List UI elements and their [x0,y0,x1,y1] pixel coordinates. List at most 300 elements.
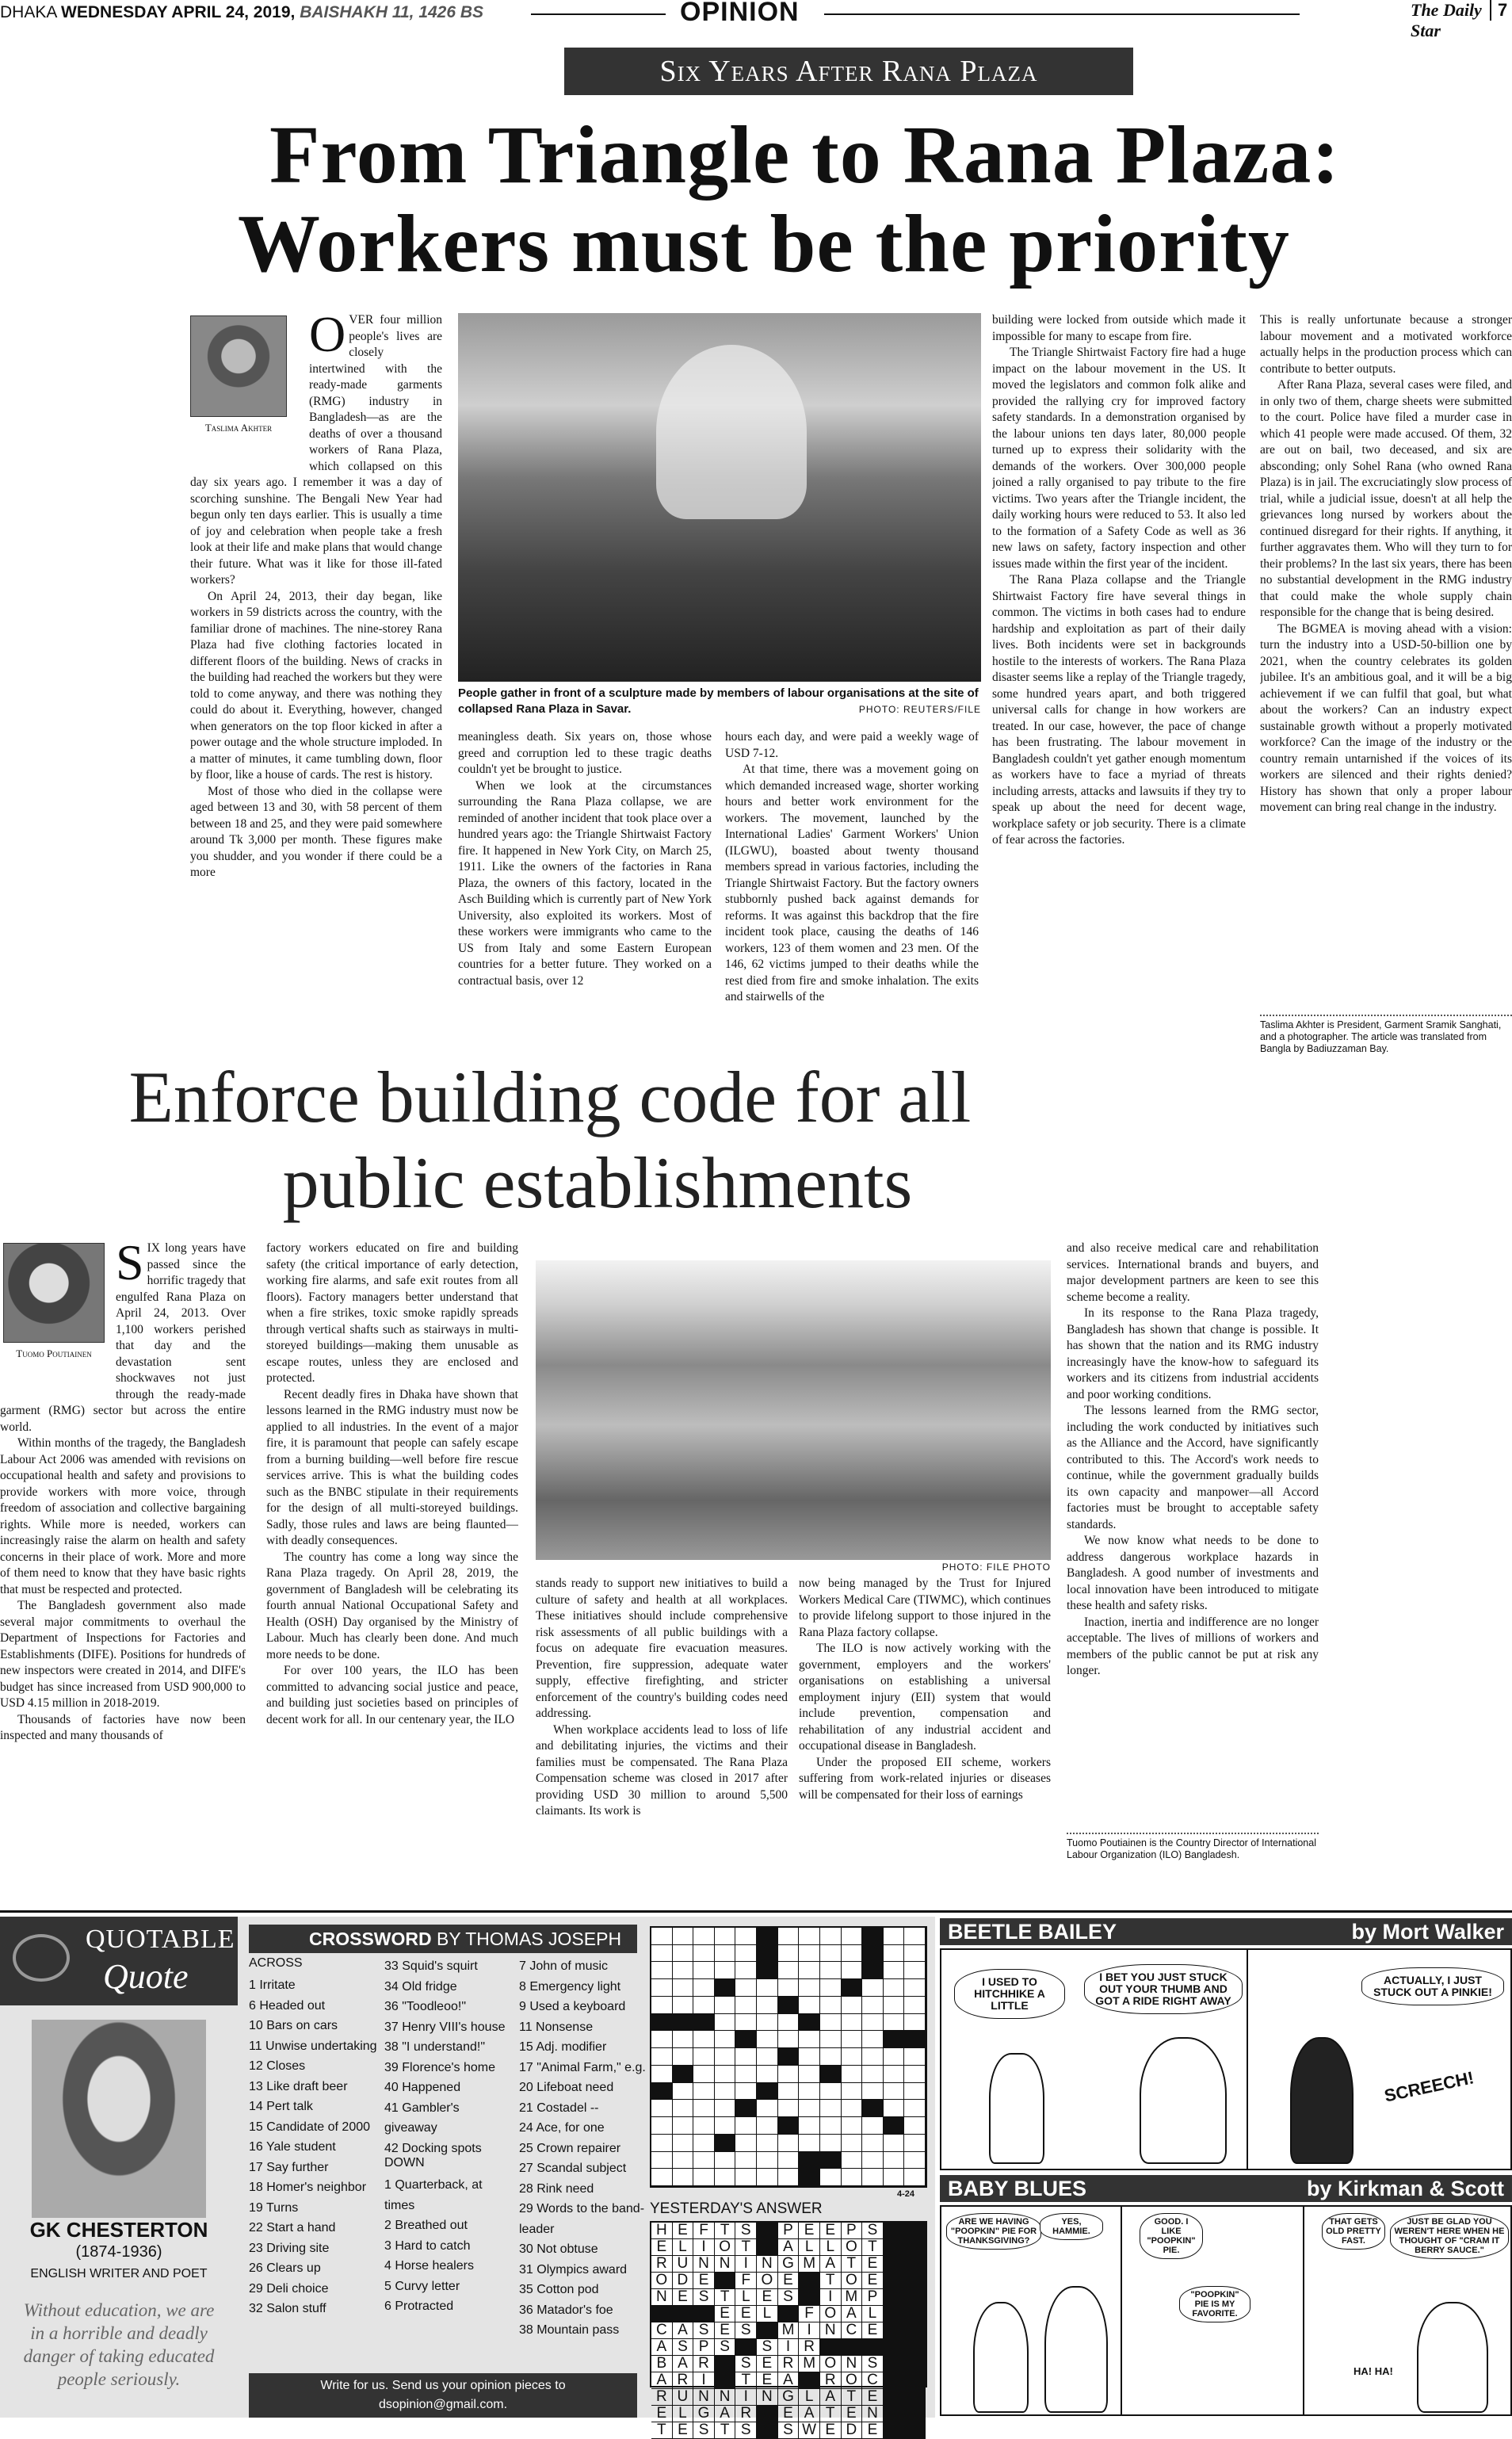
crossword-cell[interactable] [651,2169,673,2186]
crossword-cell[interactable] [673,1962,694,1979]
article-2 [0,1046,1512,1902]
crossword-cell[interactable] [820,2048,842,2066]
speech-bubble: ARE WE HAVING "POOPKIN" PIE FOR THANKSGIVING? [946,2213,1041,2250]
headline-2 [0,1054,1512,1225]
crossword-cell[interactable] [799,1928,820,1945]
answer-cell: S [778,2422,800,2439]
crossword-cell[interactable] [651,2048,673,2066]
crossword-cell[interactable] [820,2117,842,2135]
crossword-cell[interactable] [757,2135,778,2152]
babyblues-title-bar [940,2175,1512,2202]
answer-cell: F [693,2223,715,2239]
answer-cell: F [735,2273,757,2289]
sound-effect: SCREECH! [1382,2067,1476,2106]
crossword-cell[interactable] [884,2048,905,2066]
crossword-cell[interactable] [651,1979,673,1997]
crossword-cell[interactable] [820,2135,842,2152]
answer-cell: O [820,2306,842,2322]
answer-cell [735,2339,757,2356]
answer-cell [715,2372,736,2389]
paragraph: The lessons learned from the RMG sector, including the work conducted by initiatives such as the Alliance and the Accord, have significantly contributed to this. The Accord's work needs to continue, while the government gradually builds its own capacity and manpower—all Accord factories must be brought to acceptable safety standards. [1067,1404,1319,1531]
sound-effect: HA! HA! [1354,2365,1393,2377]
crossword-cell[interactable] [735,1997,757,2014]
answer-cell [884,2289,905,2306]
paragraph: We now know what needs to be done to address dangerous workplace hazards in Bangladesh. A good number of investments and local innovation have been introduced to mitigate these health and safety risks. [1067,1534,1319,1612]
crossword-cell[interactable] [820,1945,842,1963]
answer-cell: S [693,2322,715,2339]
speech-bubble: I BET YOU JUST STUCK OUT YOUR THUMB AND GOT A RIDE RIGHT AWAY [1084,1964,1243,2014]
answer-cell: A [842,2306,863,2322]
crossword-cell[interactable] [799,2117,820,2135]
answer-cell: A [715,2406,736,2422]
crossword-cell[interactable] [651,2066,673,2083]
crossword-cell[interactable] [904,1979,926,1997]
float-spacer [0,1241,116,1399]
article-1 [0,40,1512,1054]
crossword-cell[interactable] [673,1928,694,1945]
answer-cell [884,2372,905,2389]
crossword-cell[interactable] [715,2152,736,2169]
crossword-cell[interactable] [715,2100,736,2117]
crossword-cell[interactable] [757,1945,778,1963]
crossword-cell[interactable] [778,2117,800,2135]
crossword-cell[interactable] [820,2152,842,2169]
crossword-cell[interactable] [904,2117,926,2135]
crossword-cell[interactable] [715,2117,736,2135]
quote-subtitle: Quote [103,1957,189,1996]
crossword-cell[interactable] [862,2014,884,2032]
crossword-cell[interactable] [778,2100,800,2117]
crossword-cell[interactable] [651,2014,673,2032]
crossword-cell[interactable] [904,1997,926,2014]
answer-cell [884,2389,905,2406]
crossword-cell[interactable] [673,2066,694,2083]
crossword-cell[interactable] [757,1997,778,2014]
crossword-cell[interactable] [673,2031,694,2048]
answer-cell: T [715,2422,736,2439]
crossword-cell[interactable] [757,2100,778,2117]
crossword-cell[interactable] [693,2066,715,2083]
crossword-cell[interactable] [693,1945,715,1963]
paragraph: When we look at the circumstances surrounding the Rana Plaza collapse, we are reminded of another incident that took place over a hundred years ago: the Triangle Shirtwaist Factory fire. It happened in New York City, on March 25, 1911. Like the owners of the factories in Rana Plaza, the owners of this factory, located in the Asch Building which is currently part of New York University, also exploited its workers. Most of these workers were immigrants who came to the US from Italy and some Eastern European countries for a better future. They worked on a contractual basis, over 12 [458,778,712,988]
crossword-cell[interactable] [862,2117,884,2135]
crossword-cell[interactable] [884,1928,905,1945]
paragraph: The country has come a long way since the Rana Plaza tragedy. On April 28, 2019, the government of Bangladesh will be celebrating its fourth annual National Occupational Safety and Health (OSH) Day organised by the Ministry of Labour. Much has clearly been done. And much more needs to be done. [266,1550,518,1661]
crossword-cell[interactable] [884,2117,905,2135]
crossword-cell[interactable] [735,2031,757,2048]
crossword-cell[interactable] [693,1997,715,2014]
crossword-cell[interactable] [862,2152,884,2169]
crossword-cell[interactable] [884,2100,905,2117]
crossword-cell[interactable] [715,1997,736,2014]
crossword-cell[interactable] [693,2083,715,2101]
crossword-cell[interactable] [842,2100,863,2117]
crossword-cell[interactable] [842,1979,863,1997]
answer-cell: N [842,2356,863,2372]
crossword-cell[interactable] [884,1962,905,1979]
crossword-cell[interactable] [842,1962,863,1979]
answer-cell: N [715,2256,736,2273]
crossword-cell[interactable] [862,2100,884,2117]
answer-cell [820,2339,842,2356]
crossword-cell[interactable] [904,1945,926,1963]
crossword-cell[interactable] [904,2152,926,2169]
answer-cell: O [842,2273,863,2289]
answer-cell [884,2339,905,2356]
crossword-cell[interactable] [862,2048,884,2066]
crossword-grid[interactable] [650,1926,927,2188]
crossword-cell[interactable] [884,2066,905,2083]
crossword-cell[interactable] [884,1979,905,1997]
paragraph: This is really unfortunate because a stronger labour movement and a motivated workforce actually helps in the production process which can contribute to better outputs. [1260,313,1512,376]
answer-cell: E [757,2372,778,2389]
answer-cell: E [693,2273,715,2289]
answer-cell [884,2406,905,2422]
crossword-cell[interactable] [673,2169,694,2186]
crossword-cell[interactable] [735,2152,757,2169]
paragraph: After Rana Plaza, several cases were filed, and in only two of them, charge sheets were submitted to the court. Police have filed a murder case in which 41 people were made accused. Of them, 32 are out on bail, two deceased, and six are absconding; only Sohel Rana (who owned Rana Plaza) is in jail. The excruciatingly slow process of trial, while a judicial issue, doesn't at all help the grievances long nursed by workers about the continued disregard for their rights. If anything, it further aggravates them. Who will they turn to for their problems? In the last six years, there has been no substantial development in the RMG industry that could make the whole supply chain responsible for the change that is being desired. [1260,378,1512,619]
article-1-column-5 [1260,312,1512,1010]
answer-cell [862,2339,884,2356]
crossword-cell[interactable] [904,1928,926,1945]
answer-cell: W [799,2422,820,2439]
crossword-cell[interactable] [884,1997,905,2014]
answer-cell: R [693,2356,715,2372]
crossword-cell[interactable] [673,2152,694,2169]
answer-cell: A [820,2389,842,2406]
crossword-cell[interactable] [799,2152,820,2169]
across-heading: ACROSS [249,1956,303,1970]
photo-credit: PHOTO: REUTERS/FILE [858,704,981,715]
paragraph: The ILO is now actively working with the government, employers and the workers' organisations on establishing a universal employment injury (EII) system that would include prevention, compensation and rehabilitation of any industrial accident and occupational disease in Bangladesh. [799,1642,1051,1753]
paragraph: The Triangle Shirtwaist Factory fire had a huge impact on the labour movement in the US. It moved the legislators and common folk alike and provided the rallying cry for improved factory safety standards. In a demonstration organised by the labour unions ten days later, 80,000 people turned up to express their solidarity with the demands of the workers. Over 300,000 people joined a rally organised to pay tribute to the fire victims. Two years after the Triangle incident, the daily working hours were reduced to 53. It also led to the formation of a Safety Code as well as 36 new laws on safety, factory inspection and other issues made within the first year of the incident. [992,346,1246,571]
crossword-cell[interactable] [799,2014,820,2032]
crossword-cell[interactable] [799,2169,820,2186]
crossword-cell[interactable] [799,1997,820,2014]
crossword-cell[interactable] [693,2135,715,2152]
footer-email[interactable]: dsopinion@gmail.com. [378,2398,508,2411]
crossword-cell[interactable] [715,2048,736,2066]
crossword-cell[interactable] [904,2066,926,2083]
crossword-cell[interactable] [842,2135,863,2152]
dateline-date: WEDNESDAY APRIL 24, 2019, [61,3,296,21]
crossword-cell[interactable] [778,2066,800,2083]
crossword-cell[interactable] [842,2066,863,2083]
crossword-cell[interactable] [904,2169,926,2186]
crossword-cell[interactable] [715,2066,736,2083]
crossword-cell[interactable] [757,2031,778,2048]
speech-bubble: ACTUALLY, I JUST STUCK OUT A PINKIE! [1361,1967,1504,2005]
across-clues-2: 33 Squid's squirt 34 Old fridge 36 "Toodleoo!" 37 Henry VIII's house 38 "I understand!" 39 Florence's home 40 Happened 41 Gambler's giveaway 42 Docking spots [384,1959,506,2155]
crossword-cell[interactable] [735,2066,757,2083]
crossword-cell[interactable] [862,2066,884,2083]
crossword-cell[interactable] [904,2048,926,2066]
crossword-cell[interactable] [735,2117,757,2135]
answer-cell: R [799,2339,820,2356]
crossword-cell[interactable] [673,1997,694,2014]
crossword-cell[interactable] [693,2048,715,2066]
article-2-column-4 [799,1576,1051,1877]
crossword-cell[interactable] [715,2083,736,2101]
crossword-cell[interactable] [820,2100,842,2117]
masthead-rule-left [531,13,666,15]
crossword-cell[interactable] [820,1928,842,1945]
crossword-cell[interactable] [842,1928,863,1945]
crossword-cell[interactable] [842,2169,863,2186]
crossword-cell[interactable] [757,2066,778,2083]
crossword-cell[interactable] [651,2100,673,2117]
crossword-cell[interactable] [693,2117,715,2135]
babyblues-title: BABY BLUES [948,2177,1087,2200]
answer-cell: T [820,2406,842,2422]
crossword-cell[interactable] [884,2169,905,2186]
answer-cell: N [757,2389,778,2406]
crossword-cell[interactable] [673,2135,694,2152]
answer-cell: T [842,2256,863,2273]
crossword-cell[interactable] [842,2014,863,2032]
answer-cell: T [715,2289,736,2306]
crossword-cell[interactable] [862,1997,884,2014]
crossword-cell[interactable] [693,2100,715,2117]
crossword-cell[interactable] [735,2100,757,2117]
answer-cell: N [862,2406,884,2422]
crossword-cell[interactable] [862,2169,884,2186]
crossword-cell[interactable] [842,2152,863,2169]
crossword-cell[interactable] [820,1962,842,1979]
crossword-cell[interactable] [862,1962,884,1979]
answer-cell: D [673,2273,694,2289]
crossword-cell[interactable] [693,1928,715,1945]
crossword-cell[interactable] [673,2117,694,2135]
crossword-cell[interactable] [778,1945,800,1963]
answer-cell: O [842,2239,863,2256]
crossword-cell[interactable] [884,1945,905,1963]
crossword-cell[interactable] [757,2152,778,2169]
paragraph: On April 24, 2013, their day began, like workers in 59 districts across the country, with the familiar drone of machines. The nine-storey Rana Plaza had five clothing factories located in different floors of the building. News of cracks in the building had reached the workers but they were told to come anyway, and there was nothing they could do about it. Everything, however, changed when generators on the top floor kicked in after a power outage and the whole structure imploded. In a matter of minutes, it came tumbling down, floor by floor, like a house of cards. The rest is history. [190,589,442,782]
crossword-cell[interactable] [715,1928,736,1945]
crossword-cell[interactable] [651,1997,673,2014]
answer-cell: E [778,2406,800,2422]
crossword-cell[interactable] [820,1997,842,2014]
speech-bubble: GOOD. I LIKE "POOPKIN" PIE. [1140,2213,1203,2259]
crossword-cell[interactable] [651,2117,673,2135]
crossword-cell[interactable] [715,1979,736,1997]
crossword-cell[interactable] [757,2117,778,2135]
paragraph: building were locked from outside which made it impossible for many to escape from fire. [992,313,1246,343]
answer-cell [904,2223,926,2239]
crossword-cell[interactable] [820,2014,842,2032]
answer-cell: M [778,2322,800,2339]
crossword-cell[interactable] [778,1979,800,1997]
crossword-cell[interactable] [693,1962,715,1979]
crossword-cell[interactable] [651,1928,673,1945]
answer-cell: R [778,2356,800,2372]
crossword-cell[interactable] [904,2014,926,2032]
crossword-cell[interactable] [842,1945,863,1963]
quote-bubble-icon [13,1934,70,1982]
crossword-cell[interactable] [778,1928,800,1945]
answer-cell: S [715,2339,736,2356]
crossword-cell[interactable] [673,2014,694,2032]
crossword-cell[interactable] [904,2031,926,2048]
crossword-cell[interactable] [904,2083,926,2101]
crossword-cell[interactable] [778,1962,800,1979]
author-bio: Tuomo Poutiainen is the Country Director of International Labour Organization (ILO) Bangladesh. [1067,1837,1316,1860]
answer-cell: E [715,2306,736,2322]
crossword-cell[interactable] [799,2048,820,2066]
crossword-cell[interactable] [884,2083,905,2101]
crossword-cell[interactable] [862,2135,884,2152]
paragraph: hours each day, and were paid a weekly wage of USD 7-12. [725,730,979,760]
crossword-cell[interactable] [884,2014,905,2032]
crossword-cell[interactable] [693,2152,715,2169]
crossword-cell[interactable] [842,2031,863,2048]
crossword-cell[interactable] [735,2083,757,2101]
crossword-cell[interactable] [651,2031,673,2048]
crossword-cell[interactable] [842,2048,863,2066]
crossword-cell[interactable] [904,2100,926,2117]
paragraph: Recent deadly fires in Dhaka have shown that lessons learned in the RMG industry must now be applied to all industries. In the event of a major fire, it is paramount that people can safely escape from a burning building—well before fire rescue services arrive. This is what the building codes such as the BNBC stipulate in their requirements for the design of all multi-storeyed buildings. Sadly, those rules and laws are being flaunted—with deadly consequences. [266,1387,518,1547]
crossword-cell[interactable] [884,2031,905,2048]
crossword-cell[interactable] [778,2135,800,2152]
crossword-cell[interactable] [799,1979,820,1997]
crossword-cell[interactable] [673,1979,694,1997]
paragraph: The Bangladesh government also made several major commitments to overhaul the Department of Inspections for Factories and Establishments (DIFE). Positions for hundreds of new inspectors were created in 2014, and DIFE's budget has since increased from USD 900,000 to USD 4.15 million in 2018-2019. [0,1599,246,1710]
crossword-cell[interactable] [884,2135,905,2152]
crossword-cell[interactable] [799,1962,820,1979]
crossword-cell[interactable] [799,2066,820,2083]
article-1-column-4 [992,312,1246,1065]
crossword-cell[interactable] [842,2083,863,2101]
crossword-cell[interactable] [862,1979,884,1997]
crossword-cell[interactable] [778,2014,800,2032]
crossword-cell[interactable] [715,2014,736,2032]
answer-cell: A [673,2322,694,2339]
answer-cell: A [778,2239,800,2256]
crossword-cell[interactable] [778,2152,800,2169]
paragraph: At that time, there was a movement going on which demanded increased wage, shorter working hours and better work environment for the workers. The movement, launched by the International Ladies' Garment Workers' Union (ILGWU), boasted about twenty thousand members spread in various factories, including the Triangle Shirtwaist Factory. But the factory owners stubbornly pushed back against demands for reforms. It was against this backdrop that the fire incident took place, causing the deaths of 146 workers, 123 of them women and 23 men. Of the 146, 62 victims jumped to their deaths while the rest died from fire and smoke inhalation. The exits and stairwells of the [725,763,979,1004]
answer-cell [904,2356,926,2372]
crossword-cell[interactable] [799,2031,820,2048]
answer-cell: E [651,2406,673,2422]
paper-logo: The Daily Star [1411,0,1482,40]
answer-cell: E [862,2389,884,2406]
crossword-cell[interactable] [904,1962,926,1979]
crossword-cell[interactable] [842,1997,863,2014]
crossword-cell[interactable] [651,1962,673,1979]
crossword-cell[interactable] [673,1945,694,1963]
crossword-cell[interactable] [778,2031,800,2048]
answer-cell [799,2289,820,2306]
crossword-cell[interactable] [778,2083,800,2101]
answer-cell: O [820,2356,842,2372]
crossword-cell[interactable] [735,2135,757,2152]
crossword-cell[interactable] [820,2031,842,2048]
crossword-cell[interactable] [693,2169,715,2186]
answer-cell [884,2306,905,2322]
crossword-cell[interactable] [735,1928,757,1945]
crossword-cell[interactable] [735,1945,757,1963]
crossword-cell[interactable] [884,2152,905,2169]
beetle-title: BEETLE BAILEY [948,1920,1117,1944]
crossword-cell[interactable] [862,2031,884,2048]
beetle-title-bar [940,1918,1512,1945]
crossword-cell[interactable] [778,2169,800,2186]
crossword-cell[interactable] [799,2083,820,2101]
crossword-cell[interactable] [715,2169,736,2186]
answer-cell: S [778,2289,800,2306]
answer-cell: I [693,2372,715,2389]
crossword-cell[interactable] [820,1979,842,1997]
crossword-cell[interactable] [651,2135,673,2152]
crossword-cell[interactable] [862,2083,884,2101]
crossword-cell[interactable] [693,2014,715,2032]
answer-cell: G [778,2389,800,2406]
paragraph: The BGMEA is moving ahead with a vision: turn the industry into a USD-50-billion one by 2021, when the country celebrates its golden jubilee. It's an ambitious goal, and it will be a big achievement if we can fulfil that goal, but what about the workers? Can an industry expect sustainable growth without a properly motivated workforce? Can the image of the industry or the country remain untarnished if the voices of its workers are silenced and their rights denied? History has shown that only a proper labour movement can bring real change in the industry. [1260,621,1512,814]
crossword-cell[interactable] [673,2083,694,2101]
crossword-cell[interactable] [757,1928,778,1945]
crossword-cell[interactable] [735,1962,757,1979]
paragraph: VER four million people's lives are closely intertwined with the ready-made garments (RMG) industry in Bangladesh—as are the deaths of over a thousand workers of Rana Plaza, which collapsed on this day six years ago. I remember it was a day of scorching sunshine. The Bengali New Year had begun only ten days earlier. This is usually a time of joy and celebration when people take a fresh look at their life and make plans that would change their future. What was it like for those ill-fated workers? [190,313,442,587]
crossword-cell[interactable] [757,2083,778,2101]
paragraph: stands ready to support new initiatives to build a culture of safety and health at all workplaces. These initiatives should include comprehensive risk assessments of all public buildings with a focus on adequate fire evacuation measures. Prevention, fire suppression, adequate water supply, effective firefighting, and stricter enforcement of the country's building codes need addressing. [536,1577,788,1720]
photo-caption [458,686,981,717]
crossword-cell[interactable] [735,1979,757,1997]
crossword-cell[interactable] [735,2048,757,2066]
crossword-cell[interactable] [778,1997,800,2014]
crossword-cell[interactable] [778,2048,800,2066]
crossword-cell[interactable] [862,1928,884,1945]
crossword-cell[interactable] [651,2083,673,2101]
crossword-cell[interactable] [715,2135,736,2152]
crossword-cell[interactable] [715,1962,736,1979]
page-number: 7 [1490,0,1507,21]
crossword-cell[interactable] [673,2100,694,2117]
crossword-cell[interactable] [757,1962,778,1979]
crossword-cell[interactable] [757,2014,778,2032]
crossword-cell[interactable] [799,2135,820,2152]
paragraph: The Rana Plaza collapse and the Triangle Shirtwaist Factory fire have several things in common. The victims in both cases had to endure hardship and exploitation as part of their daily lives. Both incidents were set in backgrounds hostile to the interests of workers. The Rana Plaza disaster seems like a replay of the Triangle tragedy, some hundred years apart, and both triggered universal calls for change in how workers are treated. In our case, however, the pace of change has been frustrating. The labour movement in Bangladesh couldn't yet gather enough momentum as workers have to face a myriad of threats including arrests, attacks and lawsuits if they try to speak up about the need for decent wage, workplace safety or job security. There is a climate of fear across the factories. [992,573,1246,847]
crossword-cell[interactable] [651,2152,673,2169]
crossword-cell[interactable] [735,2169,757,2186]
crossword-cell[interactable] [820,2169,842,2186]
paragraph: factory workers educated on fire and building safety (the critical importance of early detection, working fire alarms, and safe exit routes from all floors). Factory managers better understand that when a fire strikes, toxic smoke rapidly spreads through vertical shafts such as stairways in multi-storeyed buildings—making them unusable as escape routes, unless they are enclosed and protected. [266,1241,518,1385]
paragraph: meaningless death. Six years on, those whose greed and corruption led to these tragic deaths couldn't yet be brought to justice. [458,730,712,776]
answer-cell: G [778,2256,800,2273]
crossword-cell[interactable] [904,2135,926,2152]
answer-cell: P [842,2223,863,2239]
crossword-cell[interactable] [673,2048,694,2066]
crossword-cell[interactable] [693,2031,715,2048]
crossword-cell[interactable] [799,1945,820,1963]
crossword-cell[interactable] [735,2014,757,2032]
crossword-cell[interactable] [757,2169,778,2186]
answer-cell: S [862,2223,884,2239]
crossword-cell[interactable] [757,1979,778,1997]
crossword-cell[interactable] [715,2031,736,2048]
crossword-cell[interactable] [820,2083,842,2101]
crossword-cell[interactable] [693,1979,715,1997]
crossword-cell[interactable] [651,1945,673,1963]
crossword-cell[interactable] [799,2100,820,2117]
crossword-cell[interactable] [715,1945,736,1963]
crossword-cell[interactable] [842,2117,863,2135]
crossword-cell[interactable] [862,1945,884,1963]
crossword-cell[interactable] [820,2066,842,2083]
answer-cell [715,2273,736,2289]
answer-cell [884,2223,905,2239]
crossword-cell[interactable] [757,2048,778,2066]
